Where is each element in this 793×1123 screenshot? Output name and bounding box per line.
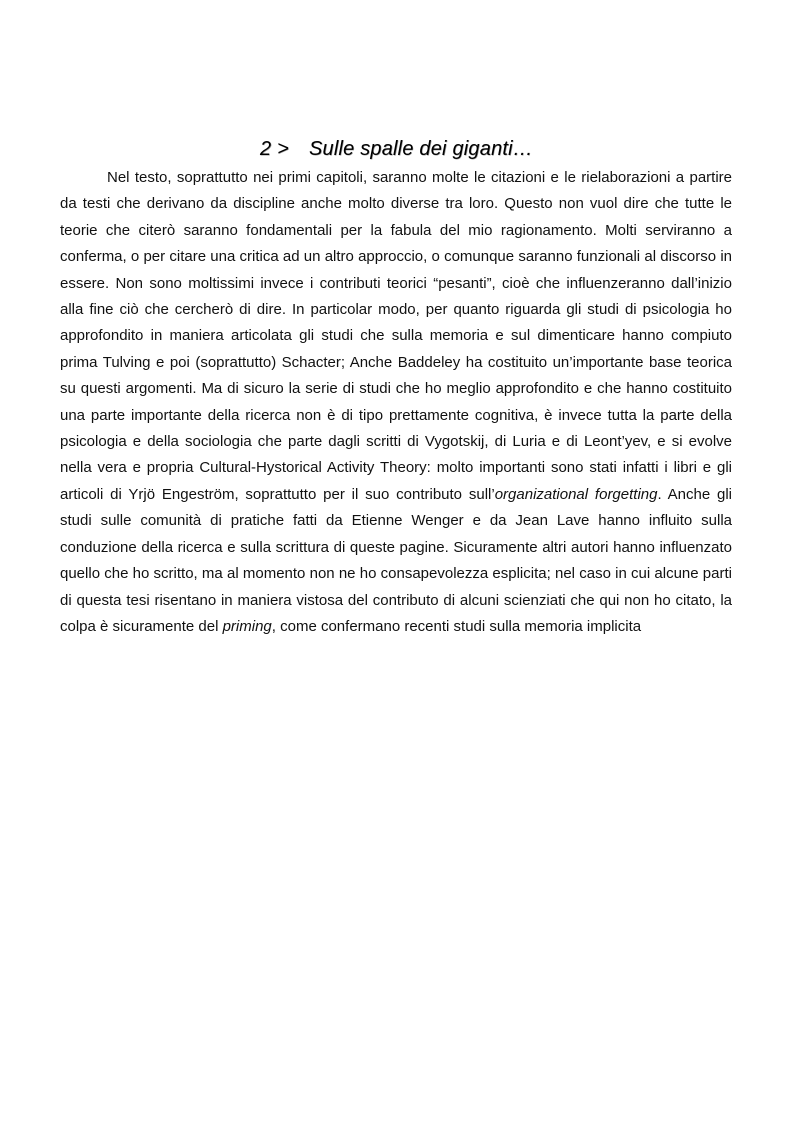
body-paragraph xyxy=(60,165,732,640)
section-number: 2 > xyxy=(260,138,289,160)
section-heading xyxy=(0,138,793,161)
paragraph-text-part-3: , come confermano recenti studi sulla memoria implicita xyxy=(271,617,642,635)
italic-term-priming: priming xyxy=(222,617,272,635)
italic-term-organizational-forgetting: organizational forgetting xyxy=(494,485,658,503)
section-title: Sulle spalle dei giganti… xyxy=(308,138,533,160)
paragraph-text-part-2: . Anche gli studi sulle comunità di pratiche fatti da Etienne Wenger e da Jean Lave hanno influito sulla conduzione della ricerca e sulla scrittura di queste pagine. Sicuramente altri autori hanno influenzato quello che ho scritto, ma al momento non ne ho consapevolezza esplicita; nel caso in cui alcune parti di questa tesi risentano in maniera vistosa del contributo di alcuni scienziati che qui non ho citato, la colpa è sicuramente del xyxy=(60,485,733,635)
paragraph-text-part-1: Nel testo, soprattutto nei primi capitoli, saranno molte le citazioni e le rielaborazioni a partire da testi che derivano da discipline anche molto diverse tra loro. Questo non vuol dire che tutte le teorie che citerò saranno fondamentali per la fabula del mio ragionamento. Molti serviranno a conferma, o per citare una critica ad un altro approccio, o comunque saranno funzionali al discorso in essere. Non sono moltissimi invece i contributi teorici “pesanti”, cioè che influenzeranno dall’inizio alla fine ciò che cercherò di dire. In particolar modo, per quanto riguarda gli studi di psicologia ho approfondito in maniera articolata gli studi che sulla memoria e sul dimenticare hanno compiuto prima Tulving e poi (soprattutto) Schacter; Anche Baddeley ha costituito un’importante base teorica su questi argomenti. Ma di sicuro la serie di studi che ho meglio approfondito e che hanno costituito una parte importante della ricerca non è di tipo prettamente cognitiva, è invece tutta la parte della psicologia e della sociologia che parte dagli scritti di Vygotskij, di Luria e di Leont’yev, e si evolve nella vera e propria Cultural-Hystorical Activity Theory: molto importanti sono stati infatti i libri e gli articoli di Yrjö Engeström, soprattutto per il suo contributo sull’ xyxy=(60,169,732,503)
